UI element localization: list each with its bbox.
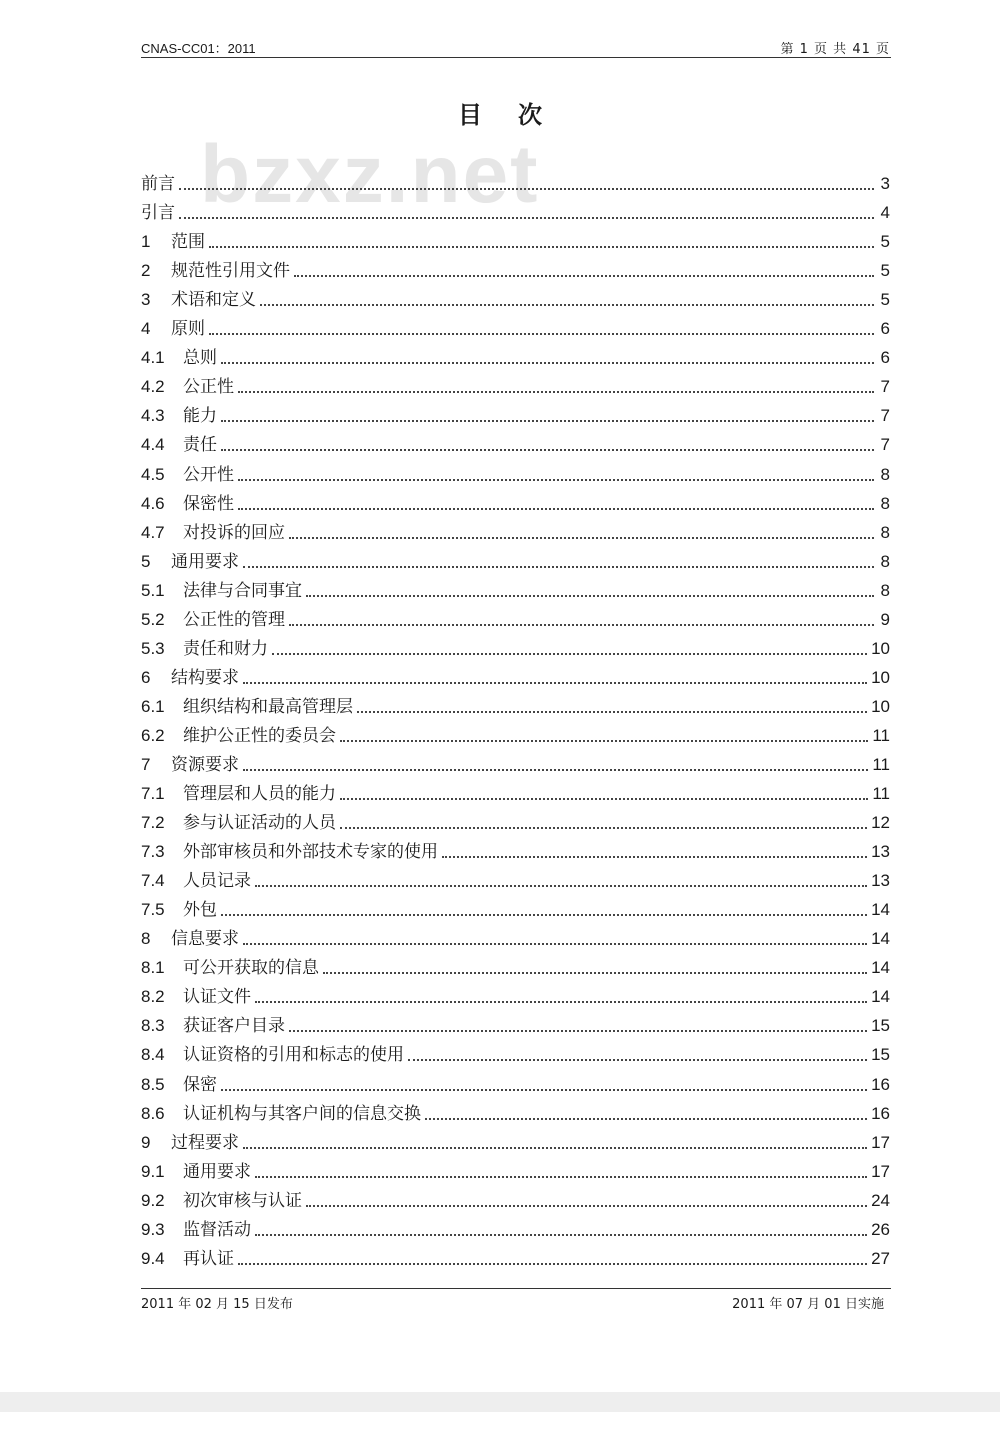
toc-entry-number: 9.3: [141, 1219, 165, 1239]
toc-entry-page-number: 24: [871, 1190, 890, 1210]
toc-entry[interactable]: [141, 485, 890, 514]
dot-leader: [209, 246, 874, 248]
toc-entry-page-number: 16: [871, 1103, 890, 1123]
dot-leader: [209, 333, 874, 335]
toc-entry-page-number: 17: [871, 1161, 890, 1181]
toc-entry-page-number: 8: [880, 493, 890, 513]
toc-entry-number: 7: [141, 754, 151, 774]
toc-entry-number: 3: [141, 290, 151, 310]
toc-entry-page-number: 13: [871, 871, 890, 891]
toc-entry[interactable]: [141, 426, 890, 455]
toc-entry-number: 4.6: [141, 493, 165, 513]
toc-entry[interactable]: [141, 223, 890, 252]
toc-entry-number: 8.2: [141, 987, 165, 1007]
toc-entry-number: 9.4: [141, 1248, 165, 1268]
toc-entry[interactable]: [141, 281, 890, 310]
dot-leader: [221, 362, 874, 364]
toc-entry-label: 过程要求: [171, 1132, 239, 1153]
toc-entry-page-number: 14: [871, 929, 890, 949]
toc-entry[interactable]: [141, 1007, 890, 1036]
toc-entry[interactable]: [141, 833, 890, 862]
toc-entry[interactable]: [141, 194, 890, 223]
toc-entry-page-number: 13: [871, 842, 890, 862]
toc-entry[interactable]: [141, 1095, 890, 1124]
toc-entry-page-number: 17: [871, 1132, 890, 1152]
watermark: bzxz.net: [200, 129, 540, 220]
toc-entry-label: 外部审核员和外部技术专家的使用: [183, 842, 438, 863]
toc-entry-label: 责任: [183, 435, 217, 456]
toc-entry-label: 获证客户目录: [183, 1016, 285, 1037]
toc-entry[interactable]: [141, 1211, 890, 1240]
toc-entry-label: 通用要求: [183, 1161, 251, 1182]
toc-entry-number: 4.4: [141, 435, 165, 455]
toc-entry-number: 4.5: [141, 464, 165, 484]
toc-entry-number: 4.2: [141, 377, 165, 397]
toc-entry-number: 7.4: [141, 871, 165, 891]
toc-entry-page-number: 5: [880, 290, 890, 310]
toc-entry-label: 人员记录: [183, 871, 251, 892]
toc-entry-page-number: 27: [871, 1248, 890, 1268]
toc-entry[interactable]: [141, 1036, 890, 1065]
toc-entry-page-number: 10: [871, 696, 890, 716]
toc-entry-label: 再认证: [183, 1248, 234, 1269]
toc-entry-label: 信息要求: [171, 929, 239, 950]
dot-leader: [289, 537, 874, 539]
toc-entry-label: 资源要求: [171, 754, 239, 775]
dot-leader: [238, 508, 874, 510]
toc-entry-page-number: 7: [880, 435, 890, 455]
toc-entry[interactable]: [141, 252, 890, 281]
toc-entry-number: 8.1: [141, 958, 165, 978]
toc-entry[interactable]: [141, 1124, 890, 1153]
toc-entry[interactable]: [141, 891, 890, 920]
toc-entry[interactable]: [141, 339, 890, 368]
dot-leader: [238, 479, 874, 481]
toc-entry-number: 4.7: [141, 522, 165, 542]
toc-entry-number: 8: [141, 929, 151, 949]
toc-entry-label: 可公开获取的信息: [183, 958, 319, 979]
toc-entry-number: 1: [141, 232, 151, 252]
toc-entry-number: 9: [141, 1132, 151, 1152]
dot-leader: [238, 1263, 867, 1265]
toc-entry-number: 2: [141, 261, 151, 281]
toc-entry[interactable]: [141, 543, 890, 572]
dot-leader: [357, 711, 867, 713]
toc-entry[interactable]: [141, 1153, 890, 1182]
toc-entry-page-number: 8: [880, 551, 890, 571]
toc-entry-page-number: 6: [880, 348, 890, 368]
toc-entry[interactable]: [141, 1065, 890, 1094]
toc-entry[interactable]: [141, 717, 890, 746]
dot-leader: [243, 769, 868, 771]
dot-leader: [306, 595, 874, 597]
toc-entry-page-number: 8: [880, 522, 890, 542]
toc-entry-number: 6.2: [141, 725, 165, 745]
toc-entry[interactable]: [141, 775, 890, 804]
toc-entry-page-number: 7: [880, 377, 890, 397]
toc-entry-label: 参与认证活动的人员: [183, 813, 336, 834]
dot-leader: [238, 391, 874, 393]
toc-entry-page-number: 14: [871, 987, 890, 1007]
toc-entry-page-number: 3: [880, 174, 890, 194]
toc-entry-label: 通用要求: [171, 551, 239, 572]
dot-leader: [243, 943, 867, 945]
dot-leader: [425, 1118, 867, 1120]
toc-entry-label: 外包: [183, 900, 217, 921]
effective-date: 2011 年 07 月 01 日实施: [732, 1297, 884, 1312]
toc-entry-label: 认证资格的引用和标志的使用: [183, 1045, 404, 1066]
toc-entry[interactable]: [141, 1240, 890, 1269]
dot-leader: [243, 682, 867, 684]
toc-entry[interactable]: [141, 862, 890, 891]
viewer-bottom-bar: [0, 1392, 1000, 1412]
dot-leader: [221, 449, 874, 451]
toc-entry-label: 原则: [171, 319, 205, 340]
toc-entry[interactable]: [141, 310, 890, 339]
dot-leader: [243, 1147, 867, 1149]
toc-entry-page-number: 8: [880, 580, 890, 600]
toc-entry-label: 结构要求: [171, 667, 239, 688]
toc-entry[interactable]: [141, 1182, 890, 1211]
toc-entry-number: 4: [141, 319, 151, 339]
toc-entry-label: 管理层和人员的能力: [183, 784, 336, 805]
toc-entry-number: 7.5: [141, 900, 165, 920]
toc-entry-page-number: 6: [880, 319, 890, 339]
dot-leader: [221, 914, 867, 916]
toc-entry-page-number: 11: [872, 725, 890, 745]
toc-entry-page-number: 15: [871, 1045, 890, 1065]
toc-entry-number: 5.3: [141, 638, 165, 658]
page-info: 第 1 页 共 41 页: [780, 42, 890, 57]
toc-entry-page-number: 4: [880, 203, 890, 223]
toc-entry-page-number: 14: [871, 958, 890, 978]
toc-entry-page-number: 9: [880, 609, 890, 629]
toc-entry-page-number: 10: [871, 667, 890, 687]
toc-entry[interactable]: [141, 920, 890, 949]
toc-entry-number: 8.6: [141, 1103, 165, 1123]
toc-entry-label: 监督活动: [183, 1219, 251, 1240]
dot-leader: [221, 1089, 867, 1091]
dot-leader: [323, 972, 867, 974]
toc-entry-number: 4.3: [141, 406, 165, 426]
toc-entry[interactable]: [141, 572, 890, 601]
toc-entry[interactable]: [141, 746, 890, 775]
dot-leader: [408, 1059, 867, 1061]
dot-leader: [243, 566, 874, 568]
dot-leader: [255, 1176, 867, 1178]
toc-entry-label: 对投诉的回应: [183, 522, 285, 543]
toc-entry-label: 引言: [141, 203, 175, 224]
dot-leader: [179, 217, 874, 219]
toc-entry-number: 6.1: [141, 696, 165, 716]
toc-entry-label: 法律与合同事宜: [183, 580, 302, 601]
issue-date: 2011 年 02 月 15 日发布: [141, 1297, 293, 1312]
toc-entry[interactable]: [141, 630, 890, 659]
toc-entry[interactable]: [141, 601, 890, 630]
toc-entry[interactable]: [141, 804, 890, 833]
toc-entry-page-number: 15: [871, 1016, 890, 1036]
toc-entry[interactable]: [141, 455, 890, 484]
toc-entry-label: 总则: [183, 348, 217, 369]
toc-entry-label: 维护公正性的委员会: [183, 725, 336, 746]
toc-entry-label: 范围: [171, 232, 205, 253]
toc-entry-page-number: 14: [871, 900, 890, 920]
toc-entry-number: 5: [141, 551, 151, 571]
toc-entry-number: 8.3: [141, 1016, 165, 1036]
toc-entry-label: 能力: [183, 406, 217, 427]
header-rule: [141, 57, 891, 58]
toc-entry-page-number: 5: [880, 261, 890, 281]
toc-entry[interactable]: [141, 397, 890, 426]
dot-leader: [340, 827, 867, 829]
toc-entry-page-number: 10: [871, 638, 890, 658]
toc-entry-label: 保密: [183, 1074, 217, 1095]
toc-entry-label: 公正性: [183, 377, 234, 398]
dot-leader: [289, 624, 874, 626]
toc-entry[interactable]: [141, 165, 890, 194]
toc-entry-label: 认证机构与其客户间的信息交换: [183, 1103, 421, 1124]
toc-entry-number: 5.2: [141, 609, 165, 629]
toc-entry-page-number: 16: [871, 1074, 890, 1094]
toc-entry-page-number: 7: [880, 406, 890, 426]
toc-entry-page-number: 8: [880, 464, 890, 484]
toc-entry-number: 9.2: [141, 1190, 165, 1210]
toc-entry[interactable]: [141, 514, 890, 543]
footer-rule: [141, 1288, 891, 1289]
toc-entry-label: 责任和财力: [183, 638, 268, 659]
toc-entry-label: 术语和定义: [171, 290, 256, 311]
toc-entry[interactable]: [141, 978, 890, 1007]
table-of-contents: [141, 165, 890, 1269]
dot-leader: [221, 420, 874, 422]
toc-entry-number: 7.2: [141, 813, 165, 833]
toc-entry-page-number: 11: [872, 754, 890, 774]
toc-entry-number: 7.3: [141, 842, 165, 862]
toc-entry[interactable]: [141, 688, 890, 717]
toc-entry-number: 8.4: [141, 1045, 165, 1065]
toc-entry-number: 9.1: [141, 1161, 165, 1181]
toc-entry-page-number: 12: [871, 813, 890, 833]
dot-leader: [260, 304, 874, 306]
toc-entry-label: 保密性: [183, 493, 234, 514]
toc-entry-label: 组织结构和最高管理层: [183, 696, 353, 717]
dot-leader: [442, 856, 867, 858]
toc-entry-page-number: 5: [880, 232, 890, 252]
toc-entry-label: 公开性: [183, 464, 234, 485]
toc-entry-label: 规范性引用文件: [171, 261, 290, 282]
dot-leader: [255, 1001, 867, 1003]
dot-leader: [255, 885, 867, 887]
doc-code: CNAS-CC01：2011: [141, 41, 256, 56]
dot-leader: [294, 275, 874, 277]
dot-leader: [306, 1205, 867, 1207]
dot-leader: [340, 740, 868, 742]
dot-leader: [272, 653, 867, 655]
toc-entry-label: 初次审核与认证: [183, 1190, 302, 1211]
dot-leader: [289, 1030, 867, 1032]
toc-entry[interactable]: [141, 659, 890, 688]
page-header: [141, 36, 890, 56]
toc-entry[interactable]: [141, 949, 890, 978]
toc-entry-page-number: 26: [871, 1219, 890, 1239]
toc-entry-number: 7.1: [141, 784, 165, 804]
toc-entry-number: 5.1: [141, 580, 165, 600]
page-title: 目次: [458, 100, 578, 129]
toc-entry-number: 4.1: [141, 348, 165, 368]
toc-entry-label: 前言: [141, 174, 175, 195]
dot-leader: [340, 798, 868, 800]
toc-entry-label: 公正性的管理: [183, 609, 285, 630]
toc-entry-page-number: 11: [872, 784, 890, 804]
toc-entry-number: 8.5: [141, 1074, 165, 1094]
dot-leader: [179, 188, 874, 190]
toc-entry-number: 6: [141, 667, 151, 687]
toc-entry-label: 认证文件: [183, 987, 251, 1008]
dot-leader: [255, 1234, 867, 1236]
toc-entry[interactable]: [141, 368, 890, 397]
